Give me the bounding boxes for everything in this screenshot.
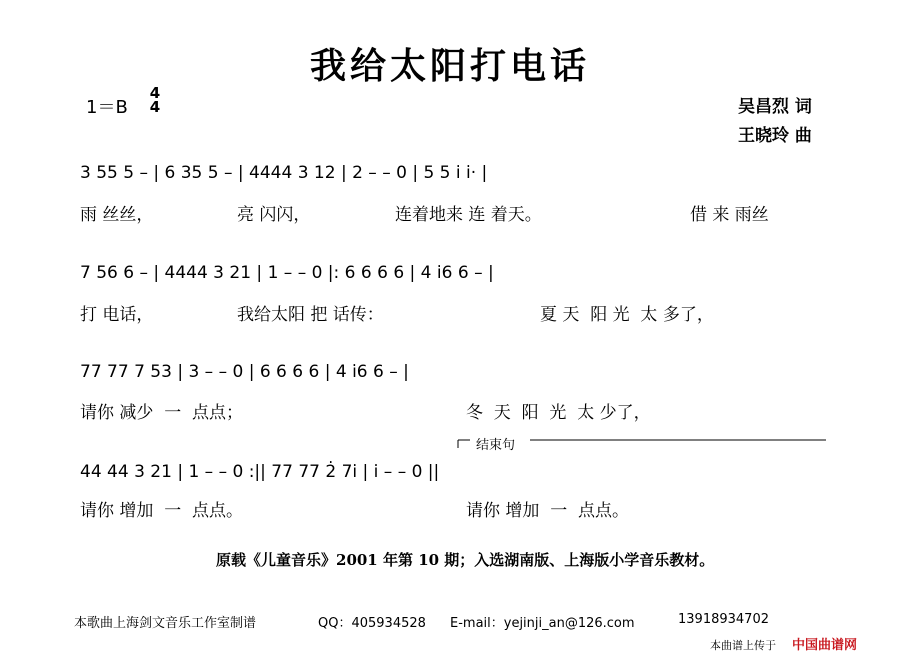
composer-credit: 王晓玲 曲	[738, 126, 812, 146]
upload-note: 本曲谱上传于	[710, 639, 776, 652]
lyric-3-b: 冬 天 阳 光 太 少了，	[466, 403, 651, 423]
song-title: 我给太阳打电话	[309, 45, 590, 87]
footer-email: E-mail：yejinji_an@126.com	[450, 616, 635, 631]
footer-maker: 本歌曲上海剑文音乐工作室制谱	[74, 616, 257, 631]
footer-phone: 13918934702	[678, 612, 769, 627]
lyricist-credit: 吴昌烈 词	[738, 97, 812, 117]
time-signature-top: 4	[149, 84, 161, 102]
lyric-1-a: 雨 丝丝，	[80, 205, 154, 225]
lyric-3-a: 请你 减少 一 点点；	[80, 403, 244, 423]
lyric-4-a: 请你 增加 一 点点。	[80, 501, 244, 521]
lyric-1-d: 借 来 雨丝	[690, 205, 769, 225]
key-signature: 1＝B	[86, 97, 128, 118]
footer-qq: QQ：405934528	[318, 616, 426, 631]
notation-line-1-text: 3 55 5 – | 6 35 5 – | 4444 3 12 | 2 – – 0 | 5 5 i̇ i̇· |	[80, 163, 488, 183]
notation-line-2-text: 7 56 6 – | 4444 3 21 | 1 – – 0 |: 6 6 6 6 | 4 i̇6 6 – |	[80, 263, 494, 283]
lyric-2-a: 打 电话，	[80, 305, 154, 325]
notation-line-4-text: 44 44 3 21 | 1 – – 0 :|| 77 77 2̇ 7i̇ | i̇ – – 0 ||	[80, 462, 440, 482]
ending-label: 结束句	[476, 438, 516, 453]
site-logo[interactable]: 中国曲谱网	[792, 638, 858, 653]
source-note: 原载《儿童音乐》2001 年第 10 期；入选湖南版、上海版小学音乐教材。	[216, 551, 715, 569]
time-signature-bottom: 4	[149, 98, 161, 116]
lyric-1-c: 连着地来 连 着天。	[395, 205, 542, 225]
notation-line-3-text: 77 77 7 53 | 3 – – 0 | 6 6 6 6 | 4 i̇6 6 – |	[80, 362, 409, 382]
lyric-1-b: 亮 闪闪，	[237, 205, 311, 225]
lyric-2-c: 夏 天 阳 光 太 多了，	[540, 305, 714, 325]
lyric-4-b: 请你 增加 一 点点。	[466, 501, 630, 521]
lyric-2-b: 我给太阳 把 话传：	[237, 305, 384, 325]
